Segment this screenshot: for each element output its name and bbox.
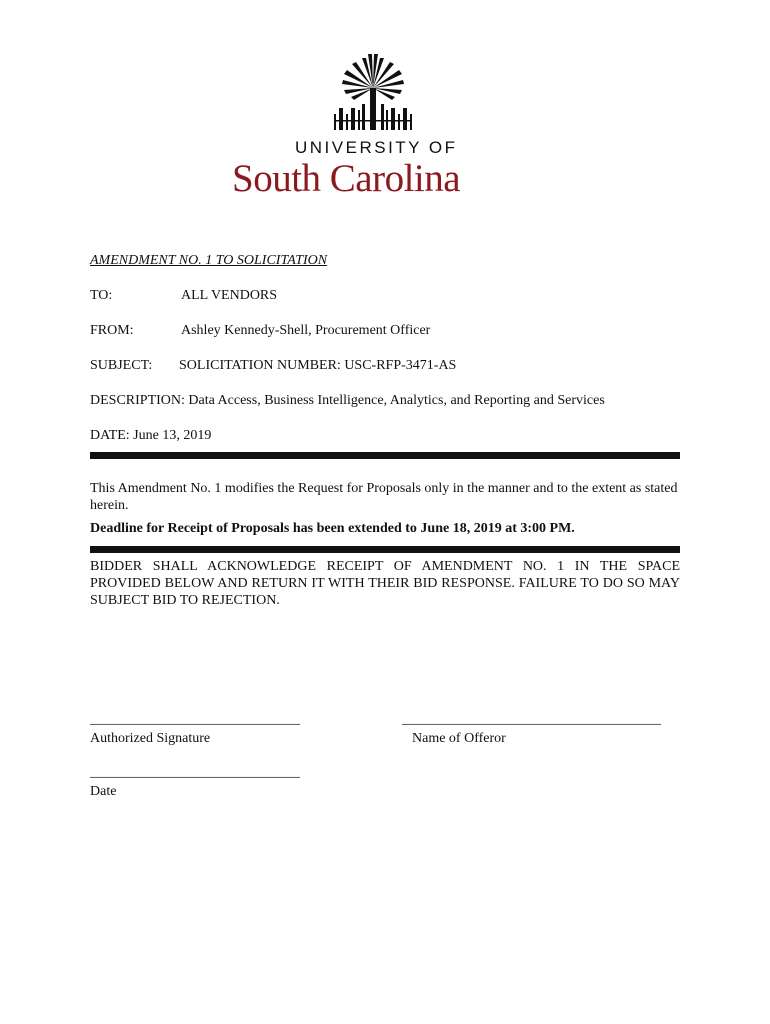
- description-line: DESCRIPTION: Data Access, Business Intelligence, Analytics, and Reporting and Services: [90, 393, 605, 408]
- amendment-title: AMENDMENT NO. 1 TO SOLICITATION: [90, 253, 328, 268]
- from-row: [90, 323, 431, 339]
- south-carolina-wordmark: South Carolina: [232, 157, 461, 200]
- to-label: TO:: [90, 288, 113, 303]
- divider-bar: [90, 452, 680, 459]
- palmetto-tree-icon: [332, 50, 414, 134]
- subject-row: [90, 358, 457, 374]
- university-logo: [220, 50, 520, 200]
- university-of-text: UNIVERSITY OF: [295, 138, 458, 157]
- offeror-line: _____________________________________: [402, 712, 661, 727]
- acknowledge-paragraph: BIDDER SHALL ACKNOWLEDGE RECEIPT OF AMENDMENT NO. 1 IN THE SPACE PROVIDED BELOW AND RETURN IT WITH THEIR BID RESPONSE. FAILURE TO DO SO MAY SUBJECT BID TO REJECTION.: [90, 559, 680, 608]
- date-line: DATE: June 13, 2019: [90, 428, 212, 443]
- date-label: Date: [90, 784, 117, 799]
- authorized-signature-label: Authorized Signature: [90, 731, 211, 746]
- date-signature-line: ______________________________: [90, 765, 300, 780]
- from-value: Ashley Kennedy-Shell, Procurement Officer: [181, 323, 431, 338]
- divider-bar: [90, 546, 680, 553]
- subject-value: SOLICITATION NUMBER: USC-RFP-3471-AS: [179, 358, 457, 373]
- signature-line: ______________________________: [90, 712, 300, 727]
- to-row: [90, 288, 278, 304]
- to-value: ALL VENDORS: [181, 288, 278, 303]
- subject-label: SUBJECT:: [90, 358, 153, 373]
- intro-paragraph: This Amendment No. 1 modifies the Request for Proposals only in the manner and to the extent as stated herein.: [90, 481, 678, 513]
- from-label: FROM:: [90, 323, 134, 338]
- name-of-offeror-label: Name of Offeror: [412, 731, 506, 746]
- deadline-notice: Deadline for Receipt of Proposals has been extended to June 18, 2019 at 3:00 PM.: [90, 521, 575, 536]
